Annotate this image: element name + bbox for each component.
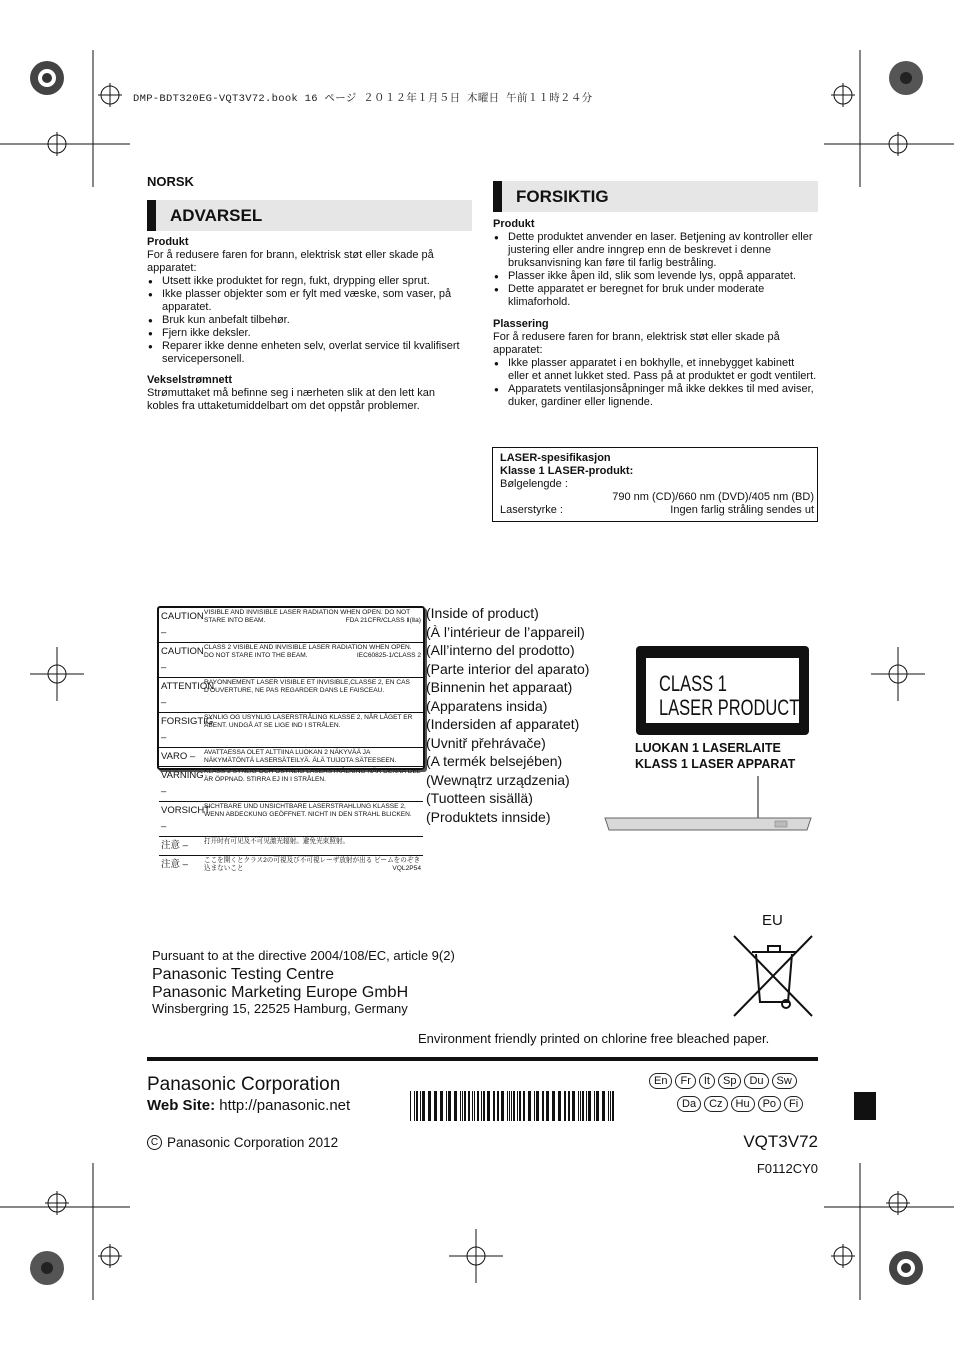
testing-centre: Panasonic Testing Centre (152, 966, 335, 983)
barcode-bar (511, 1091, 512, 1121)
lang-code: It (699, 1073, 715, 1089)
advarsel-heading (147, 200, 472, 231)
laser-warning-label (157, 606, 425, 872)
directive-text: Pursuant to at the directive 2004/108/EC, article 9(2) (152, 948, 455, 963)
class1-laser-label (636, 646, 809, 735)
warning-text: ここを開くとクラス2の可視及び不可視レーザ放射が出る ビームをのぞき込まないこと (204, 857, 421, 872)
barcode-bar (596, 1091, 599, 1121)
warning-row (159, 837, 423, 856)
barcode-bar (440, 1091, 443, 1121)
copyright-line (147, 1135, 338, 1150)
list-item: ● Apparatets ventilasjonsåpninger må ikke dekkes til med aviser, duker, gardiner eller lignende. (493, 383, 818, 409)
warning-key: 注意 – (161, 859, 188, 870)
barcode-bar (477, 1091, 479, 1121)
barcode-bar (564, 1091, 566, 1121)
laser-spec-box (492, 447, 818, 522)
placement-intro: For å redusere faren for brann, elektrisk støt eller skade på apparatet: (493, 331, 780, 356)
bullet-list (493, 231, 818, 309)
barcode-bar (501, 1091, 504, 1121)
barcode-bar (594, 1091, 595, 1121)
list-item: ● Fjern ikke deksler. (147, 327, 469, 340)
barcode-bar (428, 1091, 431, 1121)
barcode-bar (536, 1091, 539, 1121)
device-illustration (603, 774, 813, 834)
barcode-bar (462, 1091, 463, 1121)
advarsel-section (147, 236, 469, 413)
list-item: ● Ikke plasser objekter som er fylt med væske, som vaser, på apparatet. (147, 288, 469, 314)
barcode-bar (528, 1091, 531, 1121)
list-item: (Tuotteen sisällä) (426, 790, 533, 806)
list-item: (All’interno del prodotto) (426, 642, 575, 658)
divider (147, 1057, 818, 1061)
warning-row (159, 748, 423, 767)
warning-text: KLASS 2 SYNLIG OCH OSYNLIG LASERSTRÅLNING NÄR DENNA DEL ÄR ÖPPNAD. STIRRA EJ IN I STRÅLEN. (204, 768, 421, 783)
barcode-bar (481, 1091, 482, 1121)
lang-code: Hu (731, 1096, 755, 1112)
list-item: (Indersiden af apparatet) (426, 716, 580, 732)
edge-tab-marker (854, 1092, 876, 1120)
warning-key: VARO – (161, 751, 196, 762)
list-item: ● Utsett ikke produktet for regn, fukt, drypping eller sprut. (147, 275, 469, 288)
barcode-bar (582, 1091, 584, 1121)
warning-row (159, 608, 423, 643)
website-label: Web Site: (147, 1097, 216, 1114)
forsiktig-heading (493, 181, 818, 212)
barcode-bar (509, 1091, 510, 1121)
class1-line1: CLASS 1 (659, 671, 727, 696)
barcode-bar (454, 1091, 457, 1121)
product-subheading: Produkt (493, 218, 535, 230)
barcode-bar (493, 1091, 495, 1121)
warning-row (159, 802, 423, 837)
barcode-bar (602, 1091, 605, 1121)
warning-row (159, 678, 423, 713)
address-text: Winsbergring 15, 22525 Hamburg, Germany (152, 1001, 408, 1016)
warning-text: SICHTBARE UND UNSICHTBARE LASERSTRAHLUNG KLASSE 2, WENN ABDECKUNG GEÖFFNET. NICHT IN DEN STRAHL BLICKEN. (204, 803, 412, 818)
barcode-bar (420, 1091, 421, 1121)
barcode-bar (542, 1091, 544, 1121)
barcode-bar (472, 1091, 473, 1121)
list-item: ● Plasser ikke åpen ild, slik som levende lys, oppå apparatet. (493, 270, 818, 283)
barcode-bar (568, 1091, 570, 1121)
warning-key: VARNING – (161, 770, 204, 797)
marketing-company: Panasonic Marketing Europe GmbH (152, 984, 409, 1001)
warning-key: ATTENTION – (161, 681, 215, 708)
barcode-bar (414, 1091, 415, 1121)
barcode-bar (546, 1091, 549, 1121)
lang-code: Cz (704, 1096, 727, 1112)
copyright-icon: C (147, 1135, 162, 1150)
list-item: (À l’intérieur de l’appareil) (426, 623, 585, 640)
placement-subheading: Plassering (493, 318, 549, 330)
wavelength-value: 790 nm (CD)/660 nm (DVD)/405 nm (BD) (612, 491, 814, 503)
file-header-line: DMP-BDT320EG-VQT3V72.book 16 ページ ２０１２年１月５日 木曜日 午前１１時２４分 (133, 93, 593, 105)
warning-key: VORSICHT – (161, 805, 210, 832)
warning-text: AVATTAESSA OLET ALTTIINA LUOKAN 2 NÄKYVÄÄ JA NÄKYMÄTÖNTÄ LASERSÄTEILYÄ. ÄLÄ TUIJOTA SÄTEESEEN. (204, 749, 397, 764)
weee-bin-icon (732, 932, 816, 1022)
klass-text: KLASS 1 LASER APPARAT (635, 757, 796, 771)
list-item: (Binnenin het apparaat) (426, 679, 573, 695)
importer-block (152, 966, 408, 1002)
list-item: (Produktets innside) (426, 808, 551, 825)
forsiktig-section (493, 218, 818, 409)
barcode-bar (422, 1091, 425, 1121)
list-item: ● Bruk kun anbefalt tilbehør. (147, 314, 469, 327)
barcode-bar (464, 1091, 466, 1121)
model-code: VQT3V72 (743, 1132, 818, 1151)
bullet-list (147, 275, 469, 366)
mains-subheading: Vekselstrømnett (147, 374, 232, 386)
list-item: ● Dette produktet anvender en laser. Betjening av kontroller eller justering eller andre inngrep enn de beskrevet i denne bruksanvisning kan føre til farlig bestråling. (493, 231, 818, 270)
barcode-bar (572, 1091, 575, 1121)
power-label: Laserstyrke : (500, 504, 563, 516)
inside-product-list (426, 604, 606, 826)
barcode-bar (434, 1091, 437, 1121)
warning-key: 注意 – (161, 840, 188, 851)
language-codes-row2 (674, 1094, 803, 1112)
product-subheading: Produkt (147, 236, 189, 248)
print-code: F0112CY0 (756, 1161, 818, 1176)
warning-key: CAUTION – (161, 646, 204, 673)
lang-code: Da (677, 1096, 701, 1112)
list-item: (Inside of product) (426, 605, 539, 621)
warning-code: VQL2P54 (392, 865, 421, 872)
barcode-bar (580, 1091, 581, 1121)
barcode-bar (487, 1091, 490, 1121)
warning-text: SYNLIG OG USYNLIG LASERSTRÅLING KLASSE 2, NÅR LÅGET ER ÅBENT. UNDGÅ AT SE LIGE IND I STRÅLEN. (204, 714, 413, 729)
lang-code: Fi (784, 1096, 803, 1112)
list-item: (Wewnątrz urządzenia) (426, 771, 570, 788)
list-item: (Parte interior del aparato) (426, 660, 590, 677)
barcode-bar (534, 1091, 535, 1121)
barcode-bar (448, 1091, 451, 1121)
warning-text: VISIBLE AND INVISIBLE LASER RADIATION WHEN OPEN. DO NOT STARE INTO BEAM. (204, 609, 411, 624)
intro-text: For å redusere faren for brann, elektrisk støt eller skade på apparatet: (147, 249, 434, 274)
eu-label: EU (762, 912, 783, 929)
warning-row (159, 856, 423, 874)
copyright-text: Panasonic Corporation 2012 (167, 1135, 339, 1150)
list-item: ● Reparer ikke denne enheten selv, overlat service til kvalifisert servicepersonell. (147, 340, 469, 366)
barcode-bar (588, 1091, 591, 1121)
lang-code: En (649, 1073, 672, 1089)
lang-code: Po (758, 1096, 781, 1112)
barcode-bar (517, 1091, 518, 1121)
barcode-bar (446, 1091, 447, 1121)
barcode (408, 1091, 620, 1121)
barcode-bar (586, 1091, 587, 1121)
bullet-list (493, 357, 818, 409)
website-line (147, 1097, 350, 1114)
list-item: ● Ikke plasser apparatet i en bokhylle, et innebygget kabinett eller et annet lukket sted. Pass på at produktet er godt ventilert. (493, 357, 818, 383)
barcode-bar (558, 1091, 561, 1121)
barcode-bar (410, 1091, 411, 1121)
warning-code: FDA 21CFR/CLASS Ⅱ(Ⅱa) (345, 617, 421, 624)
barcode-bar (468, 1091, 470, 1121)
class1-text (635, 740, 795, 772)
lang-code: Sw (772, 1073, 797, 1089)
barcode-bar (610, 1091, 611, 1121)
warning-key: CAUTION – (161, 611, 204, 638)
warning-row (159, 643, 423, 678)
corporation-name: Panasonic Corporation (147, 1074, 341, 1095)
barcode-bar (519, 1091, 521, 1121)
language-codes-row1 (646, 1071, 797, 1089)
barcode-bar (507, 1091, 508, 1121)
list-item: (Apparatens insida) (426, 697, 548, 714)
luokan-text: LUOKAN 1 LASERLAITE (635, 741, 781, 755)
barcode-bar (578, 1091, 579, 1121)
laser-spec-title: LASER-spesifikasjon (500, 452, 611, 464)
mains-text: Strømuttaket må befinne seg i nærheten slik at den lett kan kobles fra uttaketumiddelbart om det oppstår problemer. (147, 387, 435, 412)
warning-code: IEC60825-1/CLASS 2 (356, 652, 421, 659)
warning-row (159, 713, 423, 748)
list-item: (Uvnitř přehrávače) (426, 734, 546, 751)
list-item: (A termék belsejében) (426, 753, 563, 769)
lang-code: Du (744, 1073, 768, 1089)
warning-text: RAYONNEMENT LASER VISIBLE ET INVISIBLE,CLASSE 2, EN CAS D'OUVERTURE, NE PAS REGARDER DANS LE FAISCEAU. (204, 679, 410, 694)
barcode-bar (474, 1091, 475, 1121)
lang-code: Sp (718, 1073, 741, 1089)
class1-line2: LASER PRODUCT (659, 695, 800, 720)
power-value: Ingen farlig stråling sendes ut (670, 504, 814, 516)
language-label: NORSK (147, 174, 194, 189)
barcode-bar (608, 1091, 609, 1121)
advarsel-title: ADVARSEL (170, 205, 263, 225)
barcode-bar (497, 1091, 499, 1121)
wavelength-label: Bølgelengde : (500, 478, 568, 490)
lang-code: Fr (675, 1073, 695, 1089)
environment-note: Environment friendly printed on chlorine free bleached paper. (418, 1031, 770, 1046)
warning-row (159, 767, 423, 802)
warning-text: CLASS 2 VISIBLE AND INVISIBLE LASER RADIATION WHEN OPEN. DO NOT STARE INTO THE BEAM. (204, 644, 412, 659)
website-link[interactable]: http://panasonic.net (219, 1097, 351, 1114)
warning-key: FORSIGTIG – (161, 716, 214, 743)
barcode-bar (513, 1091, 515, 1121)
barcode-bar (552, 1091, 555, 1121)
warning-text: 打开时有可见及不可见激光辐射。避免光束照射。 (204, 838, 350, 845)
barcode-bar (612, 1091, 614, 1121)
barcode-bar (416, 1091, 418, 1121)
laser-class-title: Klasse 1 LASER-produkt: (500, 465, 634, 477)
barcode-bar (523, 1091, 525, 1121)
barcode-bar (483, 1091, 485, 1121)
list-item: ● Dette apparatet er beregnet for bruk under moderate klimaforhold. (493, 283, 818, 309)
barcode-bar (460, 1091, 461, 1121)
forsiktig-title: FORSIKTIG (516, 186, 609, 206)
